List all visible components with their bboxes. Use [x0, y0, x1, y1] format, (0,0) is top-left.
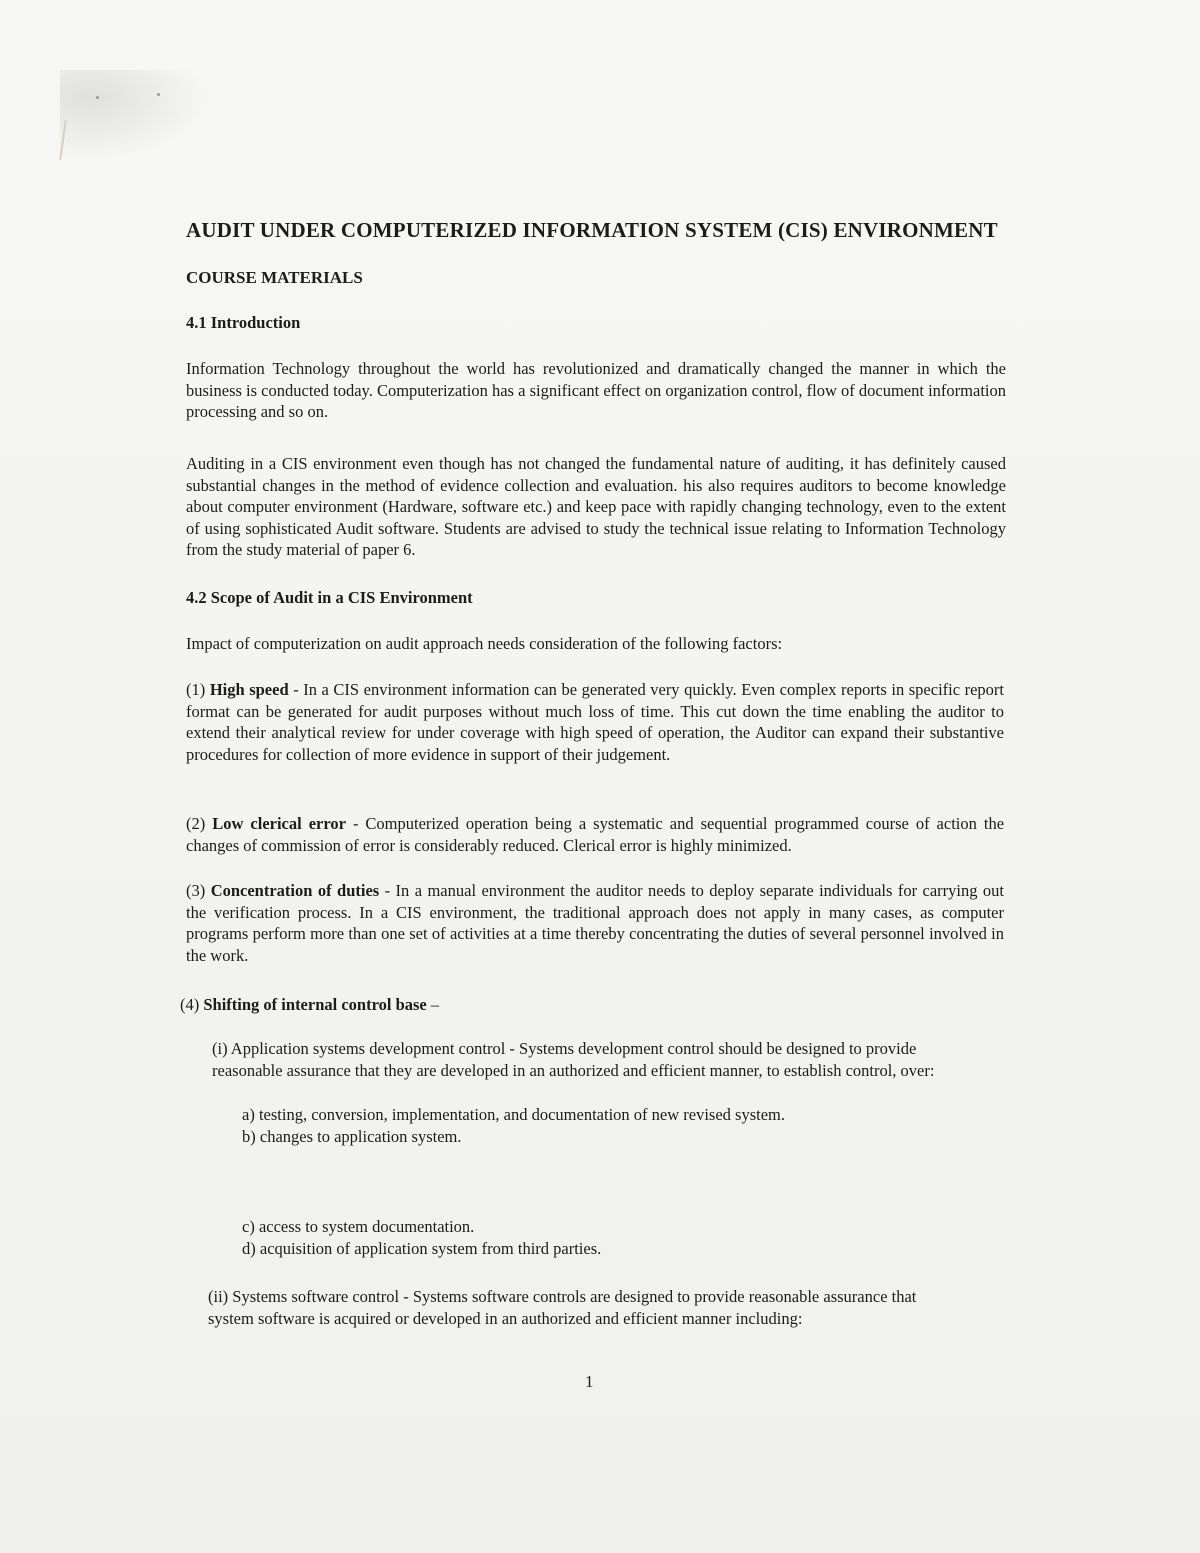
- factor-number: (3): [186, 881, 206, 900]
- factor-low-clerical-error: [186, 813, 1004, 856]
- factor-number: (2): [186, 814, 206, 833]
- factor-term: Concentration of duties: [210, 881, 380, 900]
- intro-paragraph-1: Information Technology throughout the world has revolutionized and dramatically changed the manner in which the business is conducted today. Computerization has a significant effect on organization control, flow of document information processing and so on.: [186, 359, 1006, 421]
- scan-shadow: [60, 70, 210, 160]
- section-heading-scope: 4.2 Scope of Audit in a CIS Environment: [186, 588, 473, 607]
- factor-number: (1): [186, 680, 206, 699]
- factor-high-speed: [186, 679, 1004, 765]
- list-item-d: d) acquisition of application system from third parties.: [242, 1239, 602, 1258]
- factor-text: - Computerized operation being a systematic and sequential programmed course of action the changes of commission of error is considerably reduced. Clerical error is highly minimized.: [186, 814, 1005, 855]
- scan-speck: [96, 96, 99, 99]
- factor-text: - In a CIS environment information can be generated very quickly. Even complex reports in specific report format can be generated for audit purposes without much loss of time. This cut down the time enabling the auditor to extend their analytical review for under coverage with high speed of operation, the Auditor can expand their substantive procedures for collection of more evidence in support of their judgement.: [186, 680, 1005, 764]
- page-number: 1: [585, 1372, 594, 1391]
- factor-term: High speed: [209, 680, 289, 699]
- document-body: [180, 218, 1006, 1328]
- factor-text: - In a manual environment the auditor needs to deploy separate individuals for carrying out the verification process. In a CIS environment, the traditional approach does not apply in many cases, as computer programs perform more than one set of activities at a time thereby concentrating the duties of several personnel involved in the work.: [186, 881, 1004, 965]
- factor-concentration-of-duties: [186, 880, 1004, 966]
- factor-term: Shifting of internal control base: [203, 995, 427, 1014]
- factor-term: Low clerical error: [212, 814, 346, 833]
- document-subtitle: COURSE MATERIALS: [186, 268, 363, 287]
- scope-intro: Impact of computerization on audit approach needs consideration of the following factors:: [186, 634, 783, 653]
- intro-paragraph-2: Auditing in a CIS environment even though has not changed the fundamental nature of auditing, it has definitely caused substantial changes in the method of evidence collection and evaluation. his also requires auditors to become knowledge about computer environment (Hardware, software etc.) and keep pace with rapidly changing technology, even to the extent of using sophisticated Audit software. Students are advised to study the technical issue relating to Information Technology from the study material of paper 6.: [186, 454, 1006, 559]
- factor-shifting-internal-control: [180, 994, 998, 1016]
- factor-text: –: [426, 995, 440, 1014]
- list-item-c: c) access to system documentation.: [242, 1217, 475, 1236]
- factor-number: (4): [180, 995, 200, 1014]
- sub-item-application-systems: (i) Application systems development control - Systems development control should be designed to provide reasonable assurance that they are developed in an authorized and efficient manner, to establish control, over:: [212, 1039, 935, 1080]
- list-item-b: b) changes to application system.: [242, 1127, 462, 1146]
- document-title: AUDIT UNDER COMPUTERIZED INFORMATION SYSTEM (CIS) ENVIRONMENT: [186, 218, 998, 242]
- list-item-a: a) testing, conversion, implementation, and documentation of new revised system.: [242, 1105, 785, 1124]
- section-heading-introduction: 4.1 Introduction: [186, 313, 301, 332]
- sub-item-systems-software: (ii) Systems software control - Systems software controls are designed to provide reasonable assurance that system software is acquired or developed in an authorized and efficient manner including:: [208, 1287, 917, 1328]
- scan-speck: [157, 93, 160, 96]
